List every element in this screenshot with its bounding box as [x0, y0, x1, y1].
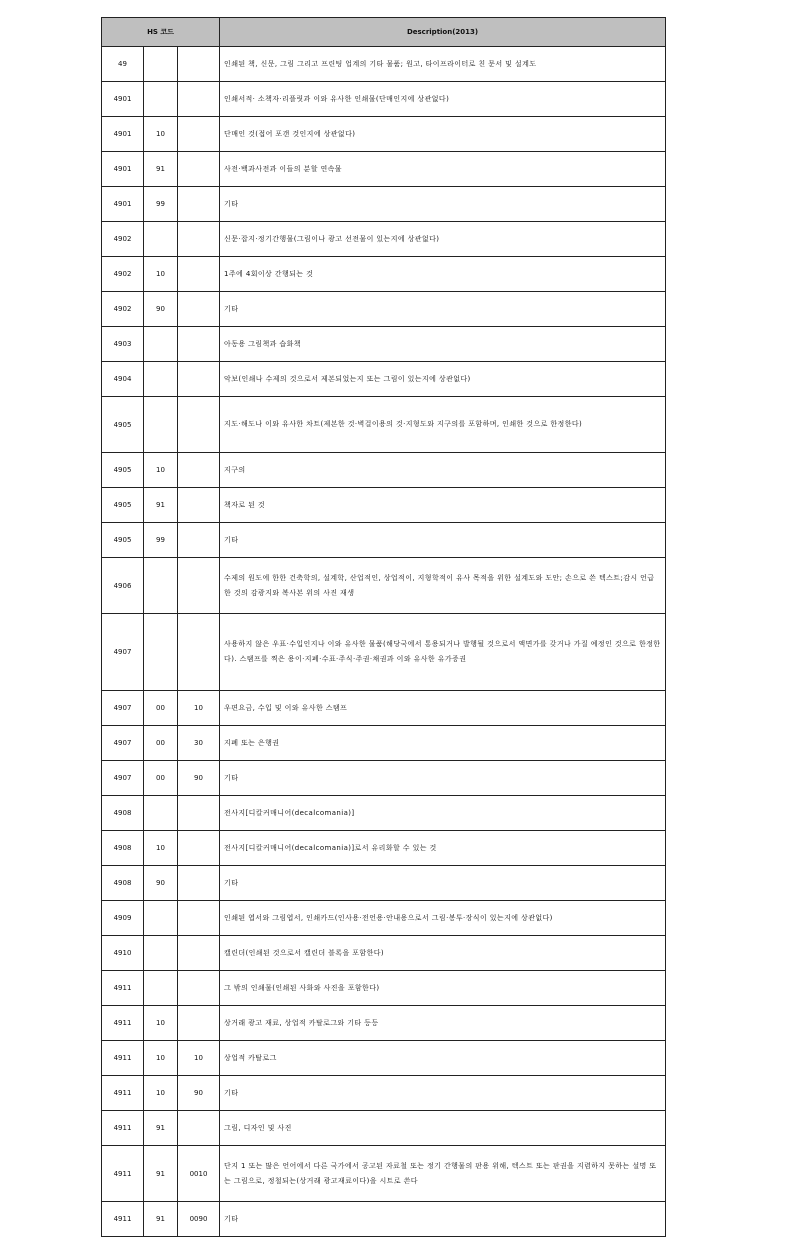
hs-heading-cell: 4905	[102, 523, 144, 558]
hs-subheading-cell	[144, 47, 178, 82]
hs-subheading-cell: 00	[144, 726, 178, 761]
hs-code-table	[101, 17, 666, 1237]
table-row	[102, 1111, 666, 1146]
hs-heading-cell: 4911	[102, 1006, 144, 1041]
hs-subheading-cell: 91	[144, 1111, 178, 1146]
hs-subheading-cell	[144, 327, 178, 362]
hs-subheading-cell: 10	[144, 117, 178, 152]
hs-heading-cell: 4905	[102, 453, 144, 488]
hs-national-code-cell	[178, 971, 220, 1006]
hs-heading-cell: 4902	[102, 257, 144, 292]
description-cell: 책자로 된 것	[220, 488, 666, 523]
hs-national-code-cell: 10	[178, 1041, 220, 1076]
hs-heading-cell: 4908	[102, 831, 144, 866]
hs-heading-cell: 4911	[102, 1111, 144, 1146]
description-cell: 기타	[220, 1202, 666, 1237]
hs-national-code-cell	[178, 292, 220, 327]
table-row	[102, 1041, 666, 1076]
description-cell: 사전·백과사전과 이들의 분할 연속물	[220, 152, 666, 187]
hs-national-code-cell	[178, 327, 220, 362]
table-row	[102, 796, 666, 831]
table-row	[102, 1202, 666, 1237]
hs-heading-cell: 4905	[102, 488, 144, 523]
hs-heading-cell: 4904	[102, 362, 144, 397]
description-cell: 단지 1 또는 많은 언어에서 다른 국가에서 공고된 자료철 또는 정기 간행물의 판용 위해, 텍스트 또는 판권을 지렴하지 못하는 설명 또는 그림으로, 정철되는(상거래 광고재료이다)을 시트로 쓴다	[220, 1146, 666, 1202]
description-cell: 단매인 것(접어 포갠 것인지에 상관없다)	[220, 117, 666, 152]
table-row	[102, 523, 666, 558]
description-cell: 캘린더(인쇄된 것으로서 캘린더 블록을 포함한다)	[220, 936, 666, 971]
hs-national-code-cell	[178, 257, 220, 292]
description-cell: 기타	[220, 523, 666, 558]
hs-national-code-cell: 90	[178, 1076, 220, 1111]
hs-heading-cell: 4910	[102, 936, 144, 971]
table-row	[102, 901, 666, 936]
description-cell: 사용하지 않은 우표·수입인지나 이와 유사한 물품(해당국에서 통용되거나 발행될 것으로서 액면가를 갖거나 가질 예정인 것으로 한정한다). 스탬프를 찍은 용이·지폐·수표·주식·주권·채권과 이와 유사한 유가증권	[220, 614, 666, 691]
hs-subheading-cell	[144, 397, 178, 453]
hs-subheading-cell: 99	[144, 523, 178, 558]
hs-heading-cell: 4902	[102, 292, 144, 327]
hs-heading-cell: 4908	[102, 796, 144, 831]
table-row	[102, 117, 666, 152]
hs-national-code-cell	[178, 796, 220, 831]
description-cell: 상업적 카탈로그	[220, 1041, 666, 1076]
hs-national-code-cell	[178, 1111, 220, 1146]
hs-heading-cell: 49	[102, 47, 144, 82]
hs-national-code-cell: 30	[178, 726, 220, 761]
description-cell: 기타	[220, 866, 666, 901]
hs-heading-cell: 4901	[102, 187, 144, 222]
description-cell: 그림, 디자인 및 사진	[220, 1111, 666, 1146]
table-row	[102, 292, 666, 327]
hs-heading-cell: 4911	[102, 1202, 144, 1237]
table-row	[102, 691, 666, 726]
table-row	[102, 222, 666, 257]
hs-subheading-cell	[144, 901, 178, 936]
table-row	[102, 362, 666, 397]
hs-subheading-cell: 91	[144, 152, 178, 187]
hs-national-code-cell: 90	[178, 761, 220, 796]
hs-national-code-cell	[178, 866, 220, 901]
table-row	[102, 397, 666, 453]
hs-subheading-cell: 99	[144, 187, 178, 222]
hs-subheading-cell: 10	[144, 831, 178, 866]
hs-heading-cell: 4901	[102, 117, 144, 152]
description-cell: 기타	[220, 761, 666, 796]
hs-heading-cell: 4906	[102, 558, 144, 614]
hs-subheading-cell	[144, 796, 178, 831]
table-row	[102, 152, 666, 187]
hs-heading-cell: 4911	[102, 1041, 144, 1076]
hs-national-code-cell	[178, 222, 220, 257]
hs-national-code-cell	[178, 1006, 220, 1041]
hs-national-code-cell	[178, 362, 220, 397]
hs-subheading-cell: 10	[144, 1041, 178, 1076]
description-cell: 지구의	[220, 453, 666, 488]
hs-subheading-cell	[144, 971, 178, 1006]
description-cell: 인쇄된 책, 신문, 그림 그리고 프린팅 업계의 기타 물품; 원고, 타이프라이터로 친 문서 및 설계도	[220, 47, 666, 82]
hs-heading-cell: 4908	[102, 866, 144, 901]
table-row	[102, 47, 666, 82]
description-cell: 전사지[디칼커매니어(decalcomania)]	[220, 796, 666, 831]
hs-national-code-cell: 0090	[178, 1202, 220, 1237]
hs-national-code-cell	[178, 558, 220, 614]
hs-national-code-cell	[178, 152, 220, 187]
hs-national-code-cell	[178, 523, 220, 558]
hs-subheading-cell	[144, 362, 178, 397]
description-cell: 신문·잡지·정기간행물(그림이나 광고 선전물이 있는지에 상관없다)	[220, 222, 666, 257]
hs-code-header: HS 코드	[102, 18, 220, 47]
hs-heading-cell: 4905	[102, 397, 144, 453]
description-cell: 인쇄된 엽서와 그림엽서, 인쇄카드(인사용·전언용·안내용으로서 그림·봉투·장식이 있는지에 상관없다)	[220, 901, 666, 936]
hs-subheading-cell: 10	[144, 453, 178, 488]
table-row	[102, 1076, 666, 1111]
hs-subheading-cell: 91	[144, 1202, 178, 1237]
table-row	[102, 1006, 666, 1041]
description-header: Description(2013)	[220, 18, 666, 47]
description-cell: 상거래 광고 재료, 상업적 카탈로그와 기타 등등	[220, 1006, 666, 1041]
table-header-row	[102, 18, 666, 47]
hs-heading-cell: 4909	[102, 901, 144, 936]
hs-subheading-cell: 10	[144, 1076, 178, 1111]
hs-subheading-cell	[144, 558, 178, 614]
table-row	[102, 1146, 666, 1202]
table-row	[102, 453, 666, 488]
description-cell: 우편요금, 수입 및 이와 유사한 스탬프	[220, 691, 666, 726]
hs-heading-cell: 4907	[102, 726, 144, 761]
table-row	[102, 831, 666, 866]
hs-national-code-cell	[178, 831, 220, 866]
table-row	[102, 761, 666, 796]
hs-heading-cell: 4907	[102, 614, 144, 691]
table-row	[102, 327, 666, 362]
table-row	[102, 187, 666, 222]
hs-subheading-cell	[144, 82, 178, 117]
table-row	[102, 558, 666, 614]
hs-subheading-cell: 00	[144, 761, 178, 796]
hs-heading-cell: 4901	[102, 152, 144, 187]
table-row	[102, 936, 666, 971]
hs-subheading-cell: 90	[144, 292, 178, 327]
hs-heading-cell: 4907	[102, 761, 144, 796]
hs-subheading-cell	[144, 222, 178, 257]
table-row	[102, 82, 666, 117]
hs-heading-cell: 4902	[102, 222, 144, 257]
description-cell: 1주에 4회이상 간행되는 것	[220, 257, 666, 292]
description-cell: 아동용 그림책과 습화책	[220, 327, 666, 362]
hs-national-code-cell	[178, 936, 220, 971]
hs-subheading-cell: 91	[144, 488, 178, 523]
description-cell: 기타	[220, 292, 666, 327]
hs-heading-cell: 4911	[102, 971, 144, 1006]
description-cell: 지도·해도나 이와 유사한 차트(제본한 것·벽걸이용의 것·지형도와 지구의를 포함하며, 인쇄한 것으로 한정한다)	[220, 397, 666, 453]
table-row	[102, 971, 666, 1006]
table-row	[102, 726, 666, 761]
table-row	[102, 488, 666, 523]
description-cell: 그 밖의 인쇄물(인쇄된 사화와 사진을 포함한다)	[220, 971, 666, 1006]
description-cell: 수제의 원도에 한한 건축학의, 설계학, 산업적인, 상업적이, 지형학적이 유사 목적을 위한 설계도와 도안; 손으로 쓴 텍스트;감시 언급한 것의 감광지와 복사본 위의 사진 재생	[220, 558, 666, 614]
hs-heading-cell: 4903	[102, 327, 144, 362]
hs-national-code-cell	[178, 614, 220, 691]
description-cell: 지폐 또는 은행권	[220, 726, 666, 761]
hs-national-code-cell	[178, 901, 220, 936]
hs-heading-cell: 4911	[102, 1076, 144, 1111]
hs-subheading-cell: 91	[144, 1146, 178, 1202]
hs-national-code-cell	[178, 187, 220, 222]
hs-subheading-cell: 10	[144, 257, 178, 292]
hs-subheading-cell: 00	[144, 691, 178, 726]
hs-subheading-cell	[144, 614, 178, 691]
hs-subheading-cell: 10	[144, 1006, 178, 1041]
hs-national-code-cell	[178, 488, 220, 523]
hs-national-code-cell	[178, 47, 220, 82]
description-cell: 전사지[디칼커매니어(decalcomania)]로서 유리화할 수 있는 것	[220, 831, 666, 866]
hs-national-code-cell	[178, 453, 220, 488]
table-row	[102, 257, 666, 292]
description-cell: 인쇄서적· 소책자·리플릿과 이와 유사한 인쇄물(단매인지에 상관없다)	[220, 82, 666, 117]
table-row	[102, 614, 666, 691]
description-cell: 기타	[220, 187, 666, 222]
hs-national-code-cell	[178, 397, 220, 453]
hs-heading-cell: 4901	[102, 82, 144, 117]
hs-subheading-cell: 90	[144, 866, 178, 901]
hs-national-code-cell: 10	[178, 691, 220, 726]
hs-heading-cell: 4907	[102, 691, 144, 726]
description-cell: 기타	[220, 1076, 666, 1111]
table-row	[102, 866, 666, 901]
hs-national-code-cell	[178, 82, 220, 117]
hs-heading-cell: 4911	[102, 1146, 144, 1202]
description-cell: 악보(인쇄나 수제의 것으로서 제본되었는지 또는 그림이 있는지에 상관없다)	[220, 362, 666, 397]
hs-national-code-cell	[178, 117, 220, 152]
hs-national-code-cell: 0010	[178, 1146, 220, 1202]
hs-subheading-cell	[144, 936, 178, 971]
